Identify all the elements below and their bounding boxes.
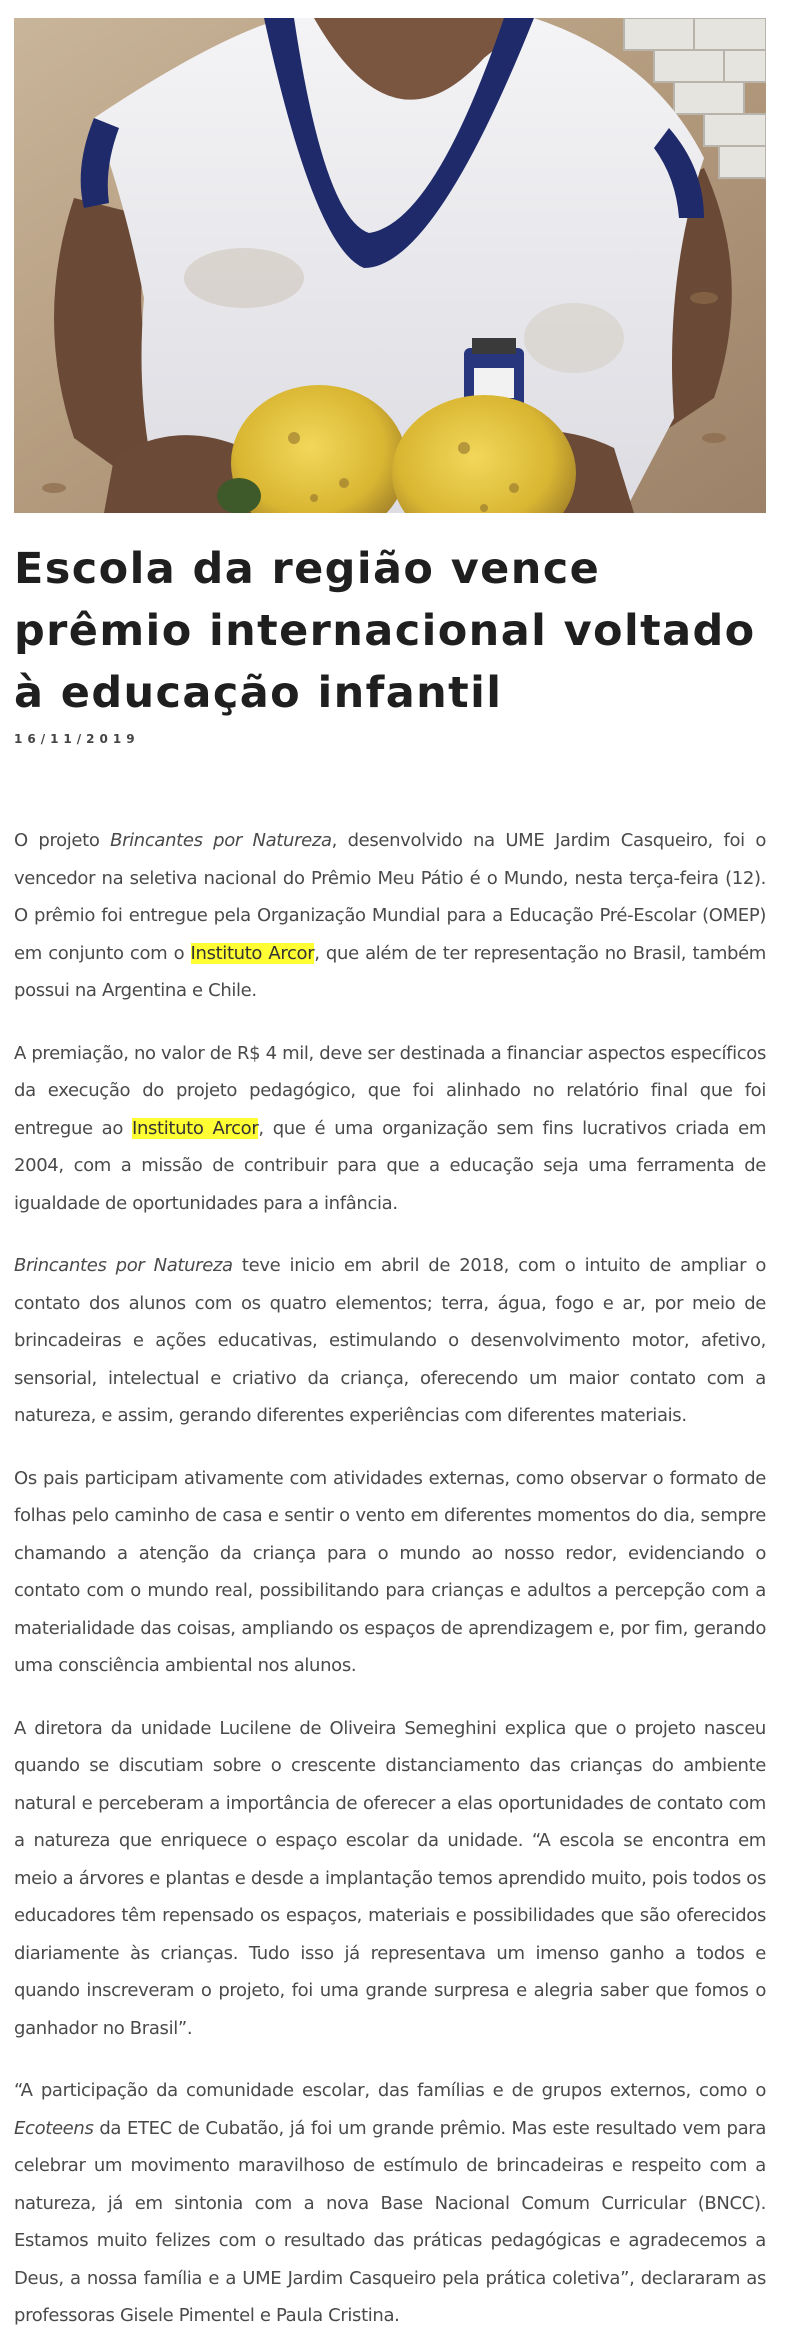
paragraph-3 xyxy=(14,1247,766,1435)
text-span: da ETEC de Cubatão, já foi um grande prêmio. Mas este resultado vem para celebrar um movimento maravilhoso de estímulo de brincadeiras e respeito com a natureza, já em sintonia com a nova Base Nacional Comum Curricular (BNCC). Estamos muito felizes com o resultado das práticas pedagógicas e agradecemos a Deus, a nossa família e a UME Jardim Casqueiro pela prática coletiva”, declararam as professoras Gisele Pimentel e Paula Cristina. xyxy=(14,2117,766,2326)
text-span: , que além de ter representação no Brasil, também possui na Argentina e Chile. xyxy=(14,942,766,1001)
hero-image xyxy=(14,18,766,513)
text-span: , desenvolvido na UME Jardim Casqueiro, foi o vencedor na seletiva nacional do Prêmio Meu Pátio é o Mundo, nesta terça-feira (12). O prêmio foi entregue pela Organização Mundial para a Educação Pré-Escolar (OMEP) em conjunto com o xyxy=(14,830,767,964)
group-name-emphasis: Ecoteens xyxy=(14,2117,94,2139)
project-name-emphasis: Brincantes por Natureza xyxy=(110,830,332,851)
instituto-arcor-link[interactable]: Instituto Arcor xyxy=(190,942,315,964)
child-holding-fruit-photo xyxy=(14,18,766,513)
article-title: Escola da região vence prêmio internacional voltado à educação infantil xyxy=(14,544,756,718)
instituto-arcor-link[interactable]: Instituto Arcor xyxy=(132,1117,259,1139)
text-span: , que é uma organização sem fins lucrativos criada em 2004, com a missão de contribuir para que a educação seja uma ferramenta de igualdade de oportunidades para a infância. xyxy=(14,1117,767,1214)
paragraph-2 xyxy=(14,1035,766,1223)
paragraph-1 xyxy=(14,822,766,1010)
article-body xyxy=(14,822,766,2335)
paragraph-5 xyxy=(14,1710,766,2048)
project-name-emphasis: Brincantes por Natureza xyxy=(14,1255,233,1276)
text-span: “A participação da comunidade escolar, das famílias e de grupos externos, como o xyxy=(14,2080,766,2101)
publish-date: 16/11/2019 xyxy=(14,732,140,746)
text-span: Os pais participam ativamente com atividades externas, como observar o formato de folhas pelo caminho de casa e sentir o vento em diferentes momentos do dia, sempre chamando a atenção da criança para o mundo ao nosso redor, evidenciando o contato com o mundo real, possibilitando para crianças e adultos a percepção com a materialidade das coisas, ampliando os espaços de aprendizagem e, por fim, gerando uma consciência ambiental nos alunos. xyxy=(14,1467,766,1676)
text-span: A diretora da unidade Lucilene de Oliveira Semeghini explica que o projeto nasceu quando se discutiam sobre o crescente distanciamento das crianças do ambiente natural e perceberam a importância de oferecer a elas oportunidades de contato com a natureza que enriquece o espaço escolar da unidade. “A escola se encontra em meio a árvores e plantas e desde a implantação temos aprendido muito, pois todos os educadores têm repensado os espaços, materiais e possibilidades que são oferecidos diariamente às crianças. Tudo isso já representava um imenso ganho a todos e quando inscreveram o projeto, foi uma grande surpresa e alegria saber que fomos o ganhador no Brasil”. xyxy=(14,1717,766,2039)
text-span: teve inicio em abril de 2018, com o intuito de ampliar o contato dos alunos com os quatro elementos; terra, água, fogo e ar, por meio de brincadeiras e ações educativas, estimulando o desenvolvimento motor, afetivo, sensorial, intelectual e criativo da criança, oferecendo um maior contato com a natureza, e assim, gerando diferentes experiências com diferentes materiais. xyxy=(14,1255,766,1426)
text-span: O projeto xyxy=(14,830,111,851)
paragraph-4 xyxy=(14,1460,766,1685)
paragraph-6 xyxy=(14,2072,766,2335)
text-span: A premiação, no valor de R$ 4 mil, deve ser destinada a financiar aspectos específicos da execução do projeto pedagógico, que foi alinhado no relatório final que foi entregue ao xyxy=(14,1042,766,1139)
